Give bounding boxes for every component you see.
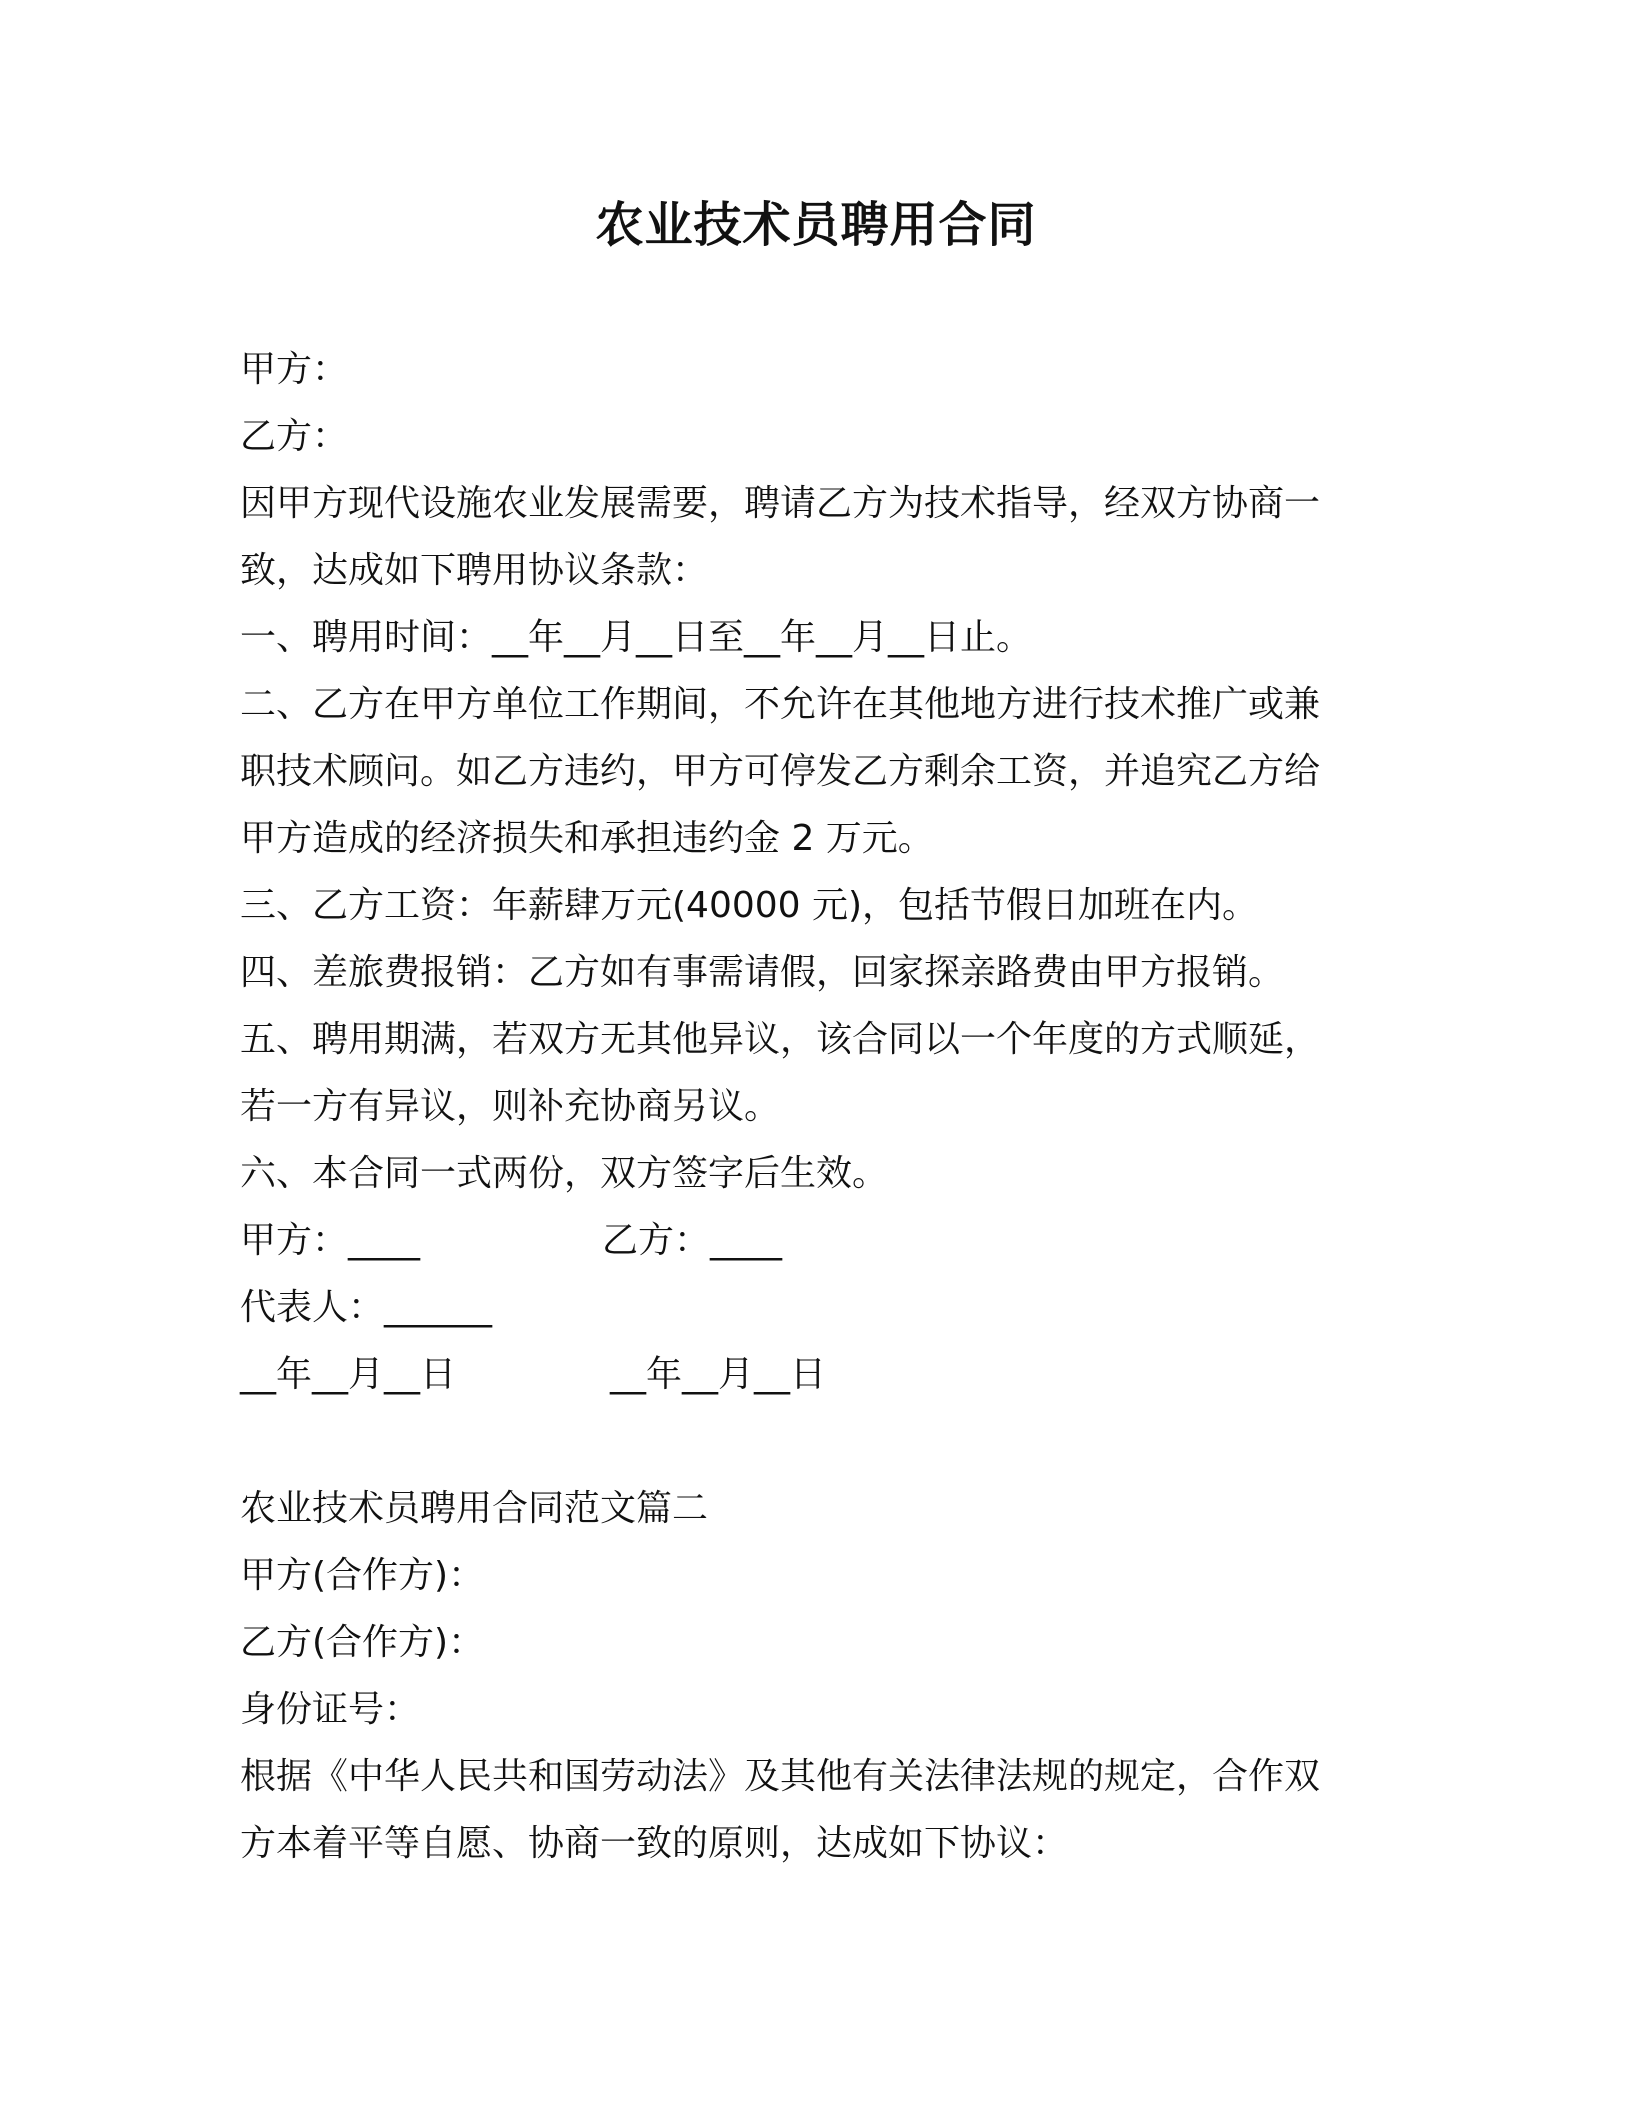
preamble-line-1: 因甲方现代设施农业发展需要，聘请乙方为技术指导，经双方协商一 <box>240 483 1321 524</box>
preamble-line-2: 致，达成如下聘用协议条款： <box>240 550 709 591</box>
party-a-signature: 甲方：____ <box>240 1220 421 1261</box>
date-row <box>240 1341 1380 1408</box>
section-2-party-b: 乙方(合作方)： <box>240 1622 485 1663</box>
document-body <box>240 336 1380 1877</box>
clause-5-line-2: 若一方有异议，则补充协商另议。 <box>240 1086 781 1127</box>
section-2-heading: 农业技术员聘用合同范文篇二 <box>240 1488 709 1529</box>
representative-signature: 代表人：______ <box>240 1287 493 1328</box>
document-title: 农业技术员聘用合同 <box>595 197 1037 253</box>
clause-3: 三、乙方工资：年薪肆万元(40000 元)，包括节假日加班在内。 <box>240 885 1259 926</box>
section-2-party-a: 甲方(合作方)： <box>240 1555 485 1596</box>
party-b-line: 乙方： <box>240 416 349 457</box>
section-2-preamble-line-2: 方本着平等自愿、协商一致的原则，达成如下协议： <box>240 1823 1069 1864</box>
party-a-date: __年__月__日 <box>240 1354 457 1395</box>
signature-row <box>240 1207 1380 1274</box>
clause-2-line-2: 职技术顾问。如乙方违约，甲方可停发乙方剩余工资，并追究乙方给 <box>240 751 1321 792</box>
clause-5-line-1: 五、聘用期满，若双方无其他异议，该合同以一个年度的方式顺延， <box>240 1019 1321 1060</box>
clause-4: 四、差旅费报销：乙方如有事需请假，回家探亲路费由甲方报销。 <box>240 952 1285 993</box>
clause-6: 六、本合同一式两份，双方签字后生效。 <box>240 1153 889 1194</box>
party-a-line: 甲方： <box>240 349 349 390</box>
party-b-date: __年__月__日 <box>610 1354 827 1395</box>
clause-2-line-1: 二、乙方在甲方单位工作期间，不允许在其他地方进行技术推广或兼 <box>240 684 1321 725</box>
clause-1: 一、聘用时间：__年__月__日至__年__月__日止。 <box>240 617 1033 658</box>
section-2-id-number: 身份证号： <box>240 1689 421 1730</box>
party-b-signature: 乙方：____ <box>602 1220 783 1261</box>
section-2-preamble-line-1: 根据《中华人民共和国劳动法》及其他有关法律法规的规定，合作双 <box>240 1756 1321 1797</box>
clause-2-line-3: 甲方造成的经济损失和承担违约金 2 万元。 <box>240 818 934 859</box>
section-gap <box>240 1408 1380 1475</box>
